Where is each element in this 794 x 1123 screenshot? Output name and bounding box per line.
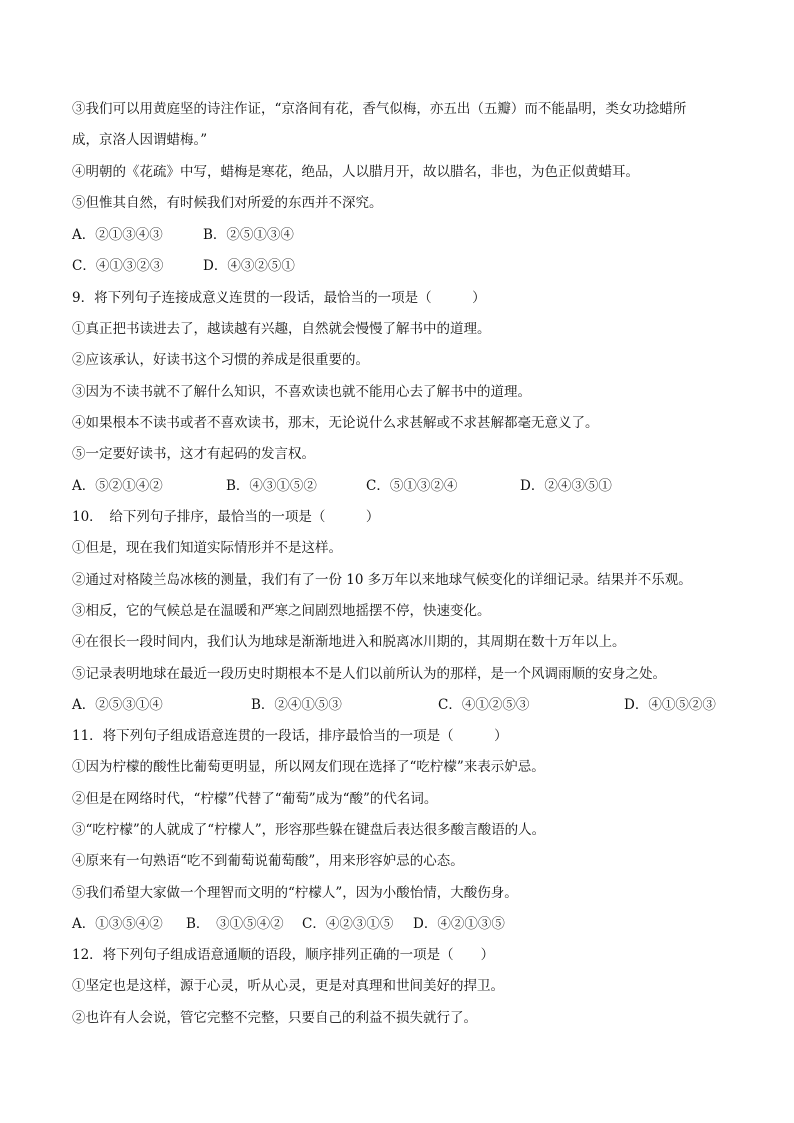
q10-sentence-1: ①但是，现在我们知道实际情形并不是这样。 [72, 540, 342, 556]
q8-option-b: B．②⑤①③④ [203, 227, 294, 243]
q10-option-c: C．④①②⑤③ [438, 697, 530, 713]
q8-option-a: A．②①③④③ [72, 227, 163, 243]
q10-option-b: B．②④①⑤③ [251, 697, 342, 713]
q8-sentence-3-part-2: 成，京洛人因谓蜡梅。” [72, 132, 208, 148]
q12-sentence-2: ②也许有人会说，管它完整不完整，只要自己的利益不损失就行了。 [72, 1010, 477, 1026]
q11-sentence-5: ⑤我们希望大家做一个理智而文明的“柠檬人”，因为小酸怡情，大酸伤身。 [72, 885, 518, 901]
q11-stem: 11．将下列句子组成语意连贯的一段话，排序最恰当的一项是（ ） [72, 728, 508, 744]
q9-option-b: B．④③①⑤② [226, 478, 317, 494]
q11-sentence-4: ④原来有一句熟语“吃不到葡萄说葡萄酸”，用来形容妒忌的心态。 [72, 853, 464, 869]
q9-option-a: A．⑤②①④② [72, 478, 163, 494]
q8-sentence-5: ⑤但惟其自然，有时候我们对所爱的东西并不深究。 [72, 195, 383, 211]
q11-sentence-1: ①因为柠檬的酸性比葡萄更明显，所以网友们现在选择了“吃柠檬”来表示妒忌。 [72, 759, 545, 775]
q8-option-c: C．④①③②③ [72, 258, 164, 274]
q9-option-c: C．⑤①③②④ [366, 478, 458, 494]
q10-sentence-5: ⑤记录表明地球在最近一段历史时期根本不是人们以前所认为的那样，是一个风调雨顺的安身之处。 [72, 666, 666, 682]
q10-stem: 10． 给下列句子排序，最恰当的一项是（ ） [72, 509, 380, 525]
q8-option-d: D．④③②⑤① [203, 258, 295, 274]
q9-sentence-3: ③因为不读书就不了解什么知识，不喜欢读也就不能用心去了解书中的道理。 [72, 384, 531, 400]
q11-option-d: D．④②①③⑤ [413, 916, 505, 932]
q9-sentence-2: ②应该承认，好读书这个习惯的养成是很重要的。 [72, 352, 369, 368]
q12-stem: 12．将下列句子组成语意通顺的语段，顺序排列正确的一项是（ ） [72, 947, 495, 963]
q10-option-a: A．②⑤③①④ [72, 697, 163, 713]
q8-sentence-3-part-1: ③我们可以用黄庭坚的诗注作证，“京洛间有花，香气似梅，亦五出（五瓣）而不能晶明，类女功捻蜡所 [72, 101, 687, 117]
q10-sentence-4: ④在很长一段时间内，我们认为地球是渐渐地进入和脱离冰川期的，其周期在数十万年以上。 [72, 634, 626, 650]
q9-stem: 9．将下列句子连接成意义连贯的一段话，最恰当的一项是（ ） [72, 290, 486, 306]
q11-option-b: B． ③①⑤④② [186, 916, 284, 932]
q11-sentence-2: ②但是在网络时代，“柠檬”代替了“葡萄”成为“酸”的代名词。 [72, 791, 438, 807]
q10-option-d: D．④①⑤②③ [624, 697, 716, 713]
q10-sentence-2: ②通过对格陵兰岛冰核的测量，我们有了一份 10 多万年以来地球气候变化的详细记录。结果并不乐观。 [72, 572, 692, 588]
q9-sentence-1: ①真正把书读进去了，越读越有兴趣，自然就会慢慢了解书中的道理。 [72, 321, 491, 337]
q9-sentence-5: ⑤一定要好读书，这才有起码的发言权。 [72, 446, 315, 462]
q12-sentence-1: ①坚定也是这样，源于心灵，听从心灵，更是对真理和世间美好的捍卫。 [72, 978, 504, 994]
q11-option-c: C．④②③①⑤ [302, 916, 394, 932]
q9-sentence-4: ④如果根本不读书或者不喜欢读书，那末，无论说什么求甚解或不求甚解都毫无意义了。 [72, 415, 599, 431]
q9-option-d: D．②④③⑤① [520, 478, 612, 494]
q8-sentence-4: ④明朝的《花疏》中写，蜡梅是寒花，绝品，人以腊月开，故以腊名，非也，为色正似黄蜡耳。 [72, 164, 639, 180]
q11-option-a: A．①③⑤④② [72, 916, 163, 932]
q11-sentence-3: ③“吃柠檬”的人就成了“柠檬人”，形容那些躲在键盘后表达很多酸言酸语的人。 [72, 822, 546, 838]
q10-sentence-3: ③相反，它的气候总是在温暖和严寒之间剧烈地摇摆不停，快速变化。 [72, 603, 491, 619]
